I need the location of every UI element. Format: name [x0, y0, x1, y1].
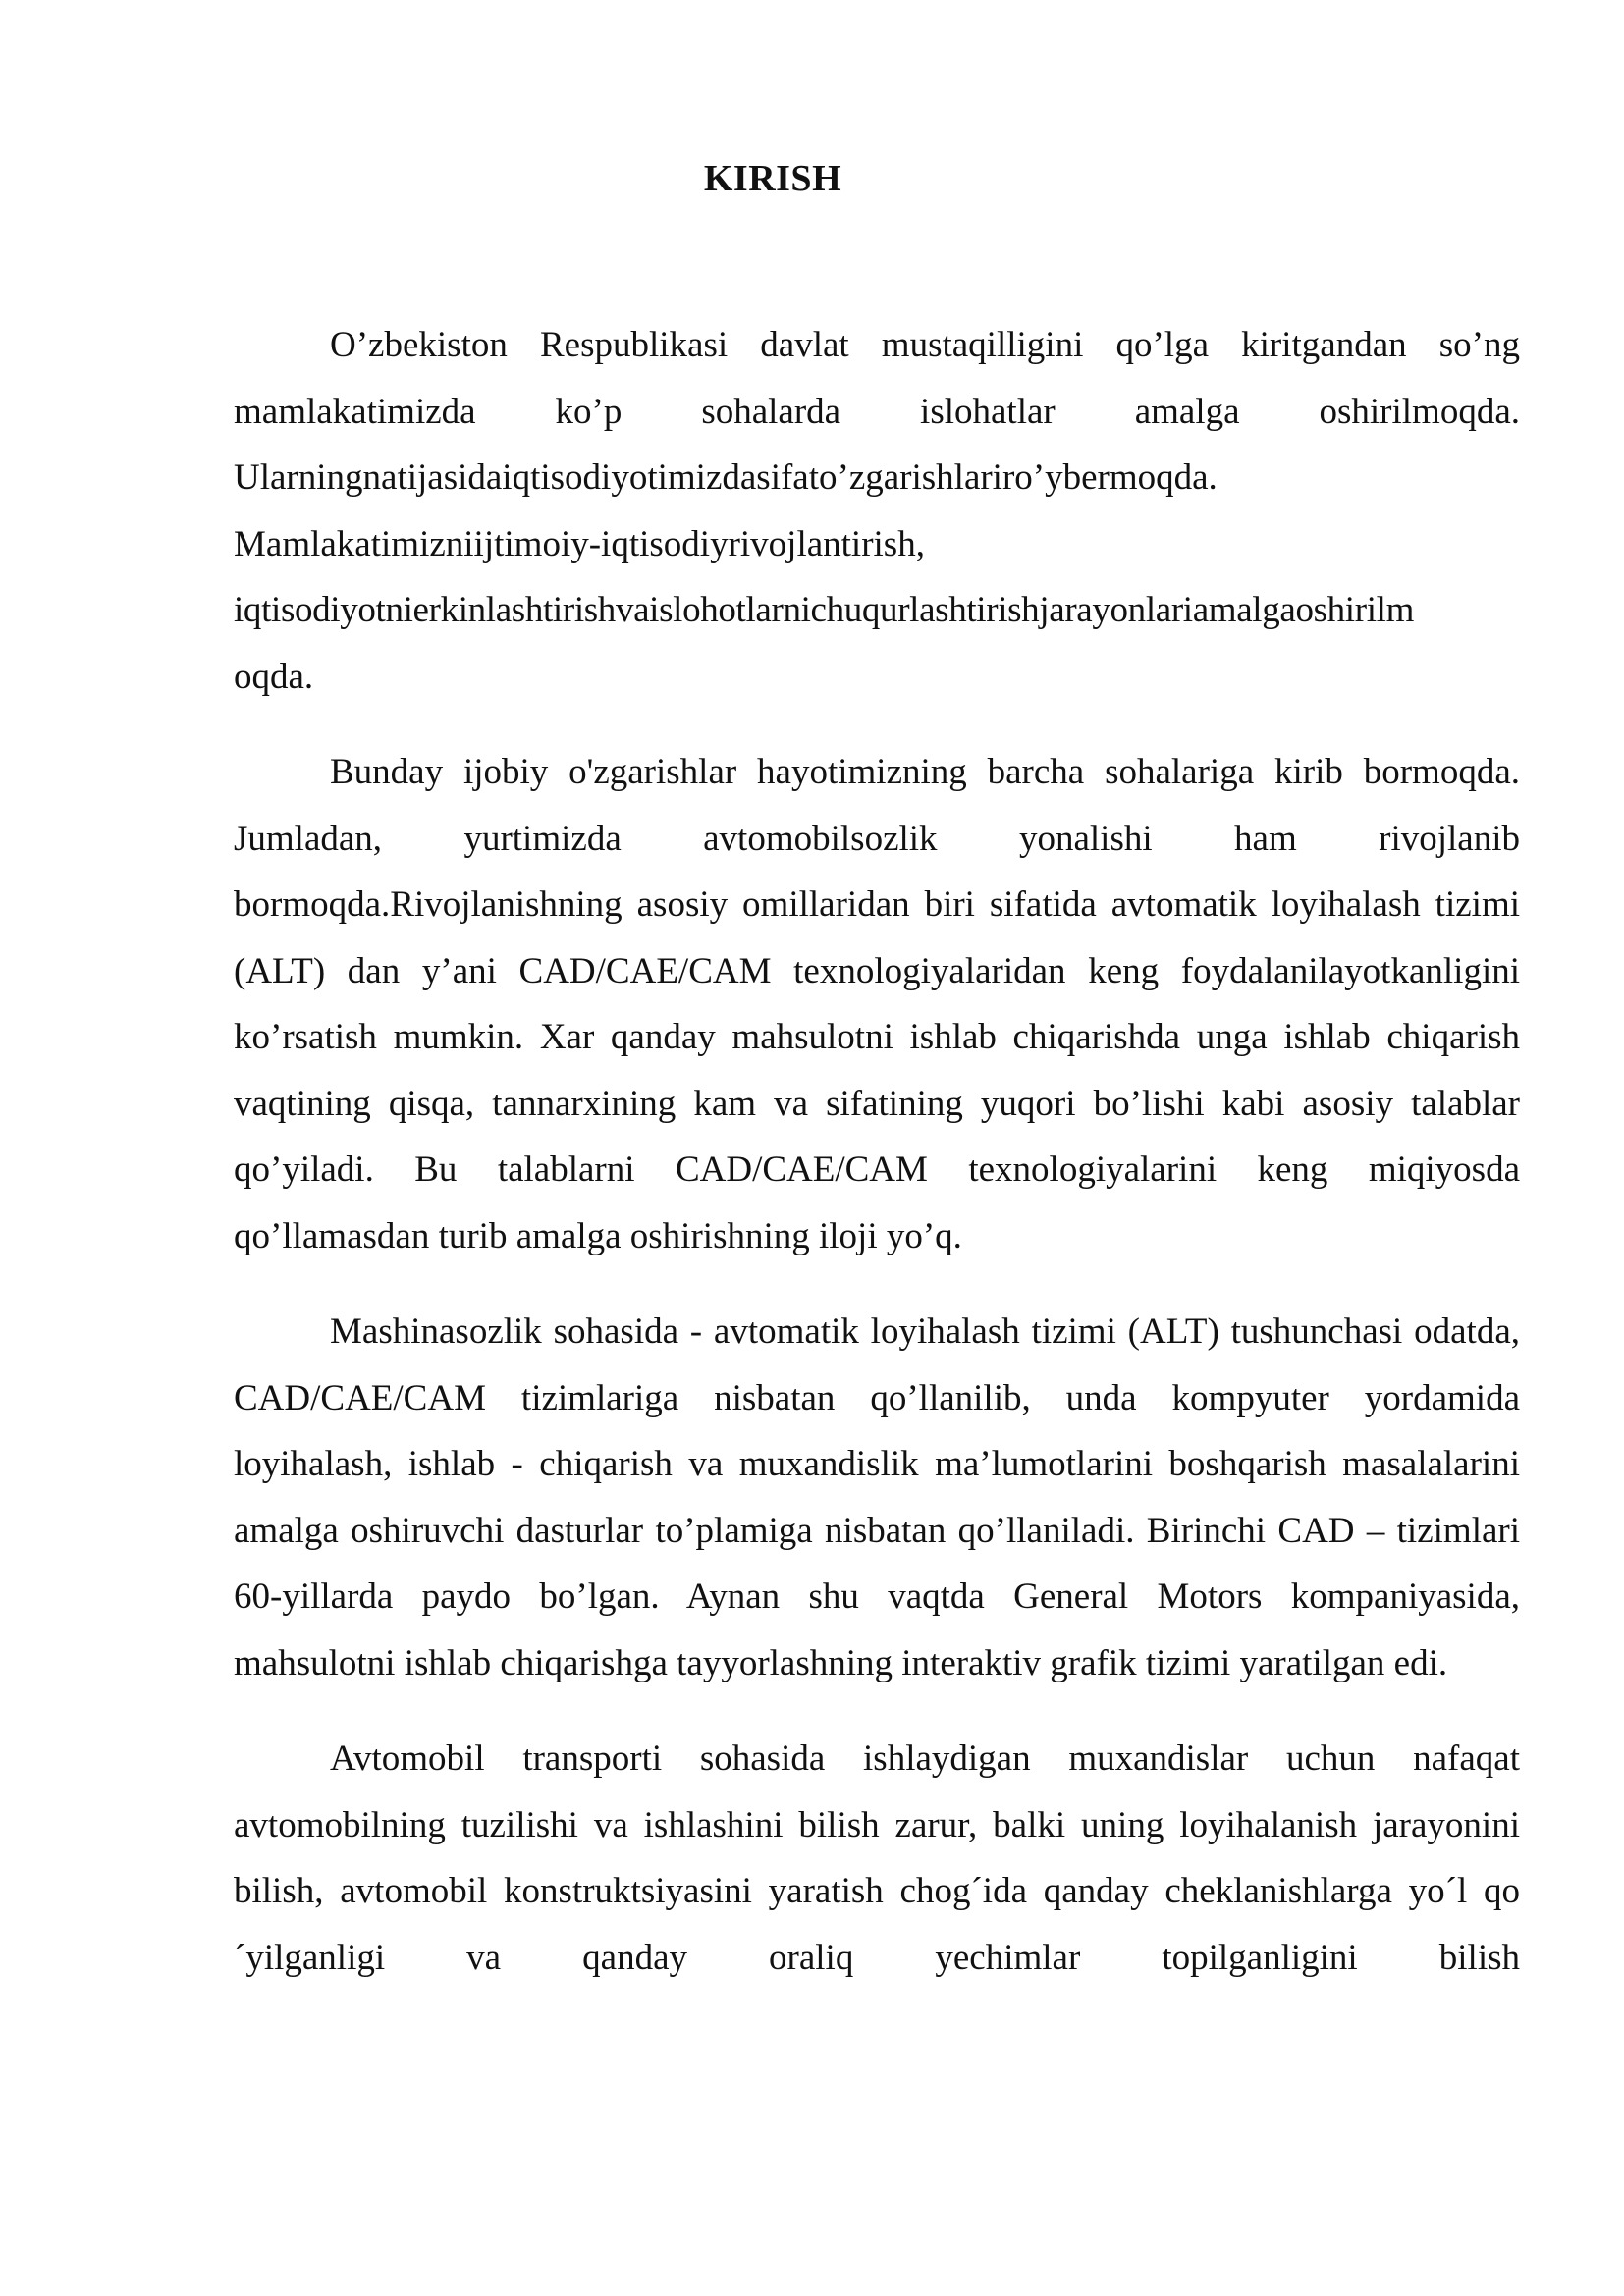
paragraph-2: Bunday ijobiy o'zgarishlar hayotimizning barcha sohalariga kirib bormoqda. Jumladan, yurtimizda avtomobilsozlik yonalishi ham rivojlanib bormoqda.Rivojlanishning asosiy omillaridan biri sifatida avtomatik loyihalash tizimi (ALT) dan y’ani CAD/CAE/CAM texnologiyalaridan keng foydalanilayotkanligini ko’rsatish mumkin. Xar qanday mahsulotni ishlab chiqarishda unga ishlab chiqarish vaqtining qisqa, tannarxining kam va sifatining yuqori bo’lishi kabi asosiy talablar qo’yiladi. Bu talablarni CAD/CAE/CAM texnologiyalarini keng miqiyosda qo’llamasdan turib amalga oshirishning iloji yo’q.: [234, 752, 1520, 1256]
paragraph-1-line-3: Ularningnatijasidaiqtisodiyotimizdasifato’zgarishlariro’ybermoqda.: [234, 457, 1218, 498]
paragraph-1-line-1: O’zbekiston Respublikasi davlat mustaqilligini qo’lga kiritgandan so’ng: [330, 325, 1520, 365]
paragraph-1-line-5: iqtisodiyotnierkinlashtirishvaislohotlarnichuqurlashtirishjarayonlariamalgaoshirilm: [234, 590, 1414, 630]
paragraph-4: Avtomobil transporti sohasida ishlaydigan muxandislar uchun nafaqat avtomobilning tuzilishi va ishlashini bilish zarur, balki uning loyihalanish jarayonini bilish, avtomobil konstruktsiyasini yaratish chog´ida qanday cheklanishlarga yo´l qo´yilganligi va qanday oraliq yechimlar topilganligini bilish: [234, 1738, 1520, 1978]
paragraph-1-line-4: Mamlakatimizniijtimoiy-iqtisodiyrivojlantirish,: [234, 523, 925, 564]
paragraph-1: [234, 312, 1520, 710]
page-title: KIRISH: [703, 158, 842, 199]
paragraph-1-line-6: oqda.: [234, 656, 314, 697]
paragraph-3: Mashinasozlik sohasida - avtomatik loyihalash tizimi (ALT) tushunchasi odatda, CAD/CAE/CAM tizimlariga nisbatan qo’llanilib, unda kompyuter yordamida loyihalash, ishlab - chiqarish va muxandislik ma’lumotlarini boshqarish masalalarini amalga oshiruvchi dasturlar to’plamiga nisbatan qo’llaniladi. Birinchi CAD – tizimlari 60-yillarda paydo bo’lgan. Aynan shu vaqtda General Motors kompaniyasida, mahsulotni ishlab chiqarishga tayyorlashning interaktiv grafik tizimi yaratilgan edi.: [234, 1311, 1520, 1683]
paragraph-1-line-2: mamlakatimizda ko’p sohalarda islohatlar amalga oshirilmoqda.: [234, 391, 1520, 432]
document-body: [234, 312, 1520, 2020]
